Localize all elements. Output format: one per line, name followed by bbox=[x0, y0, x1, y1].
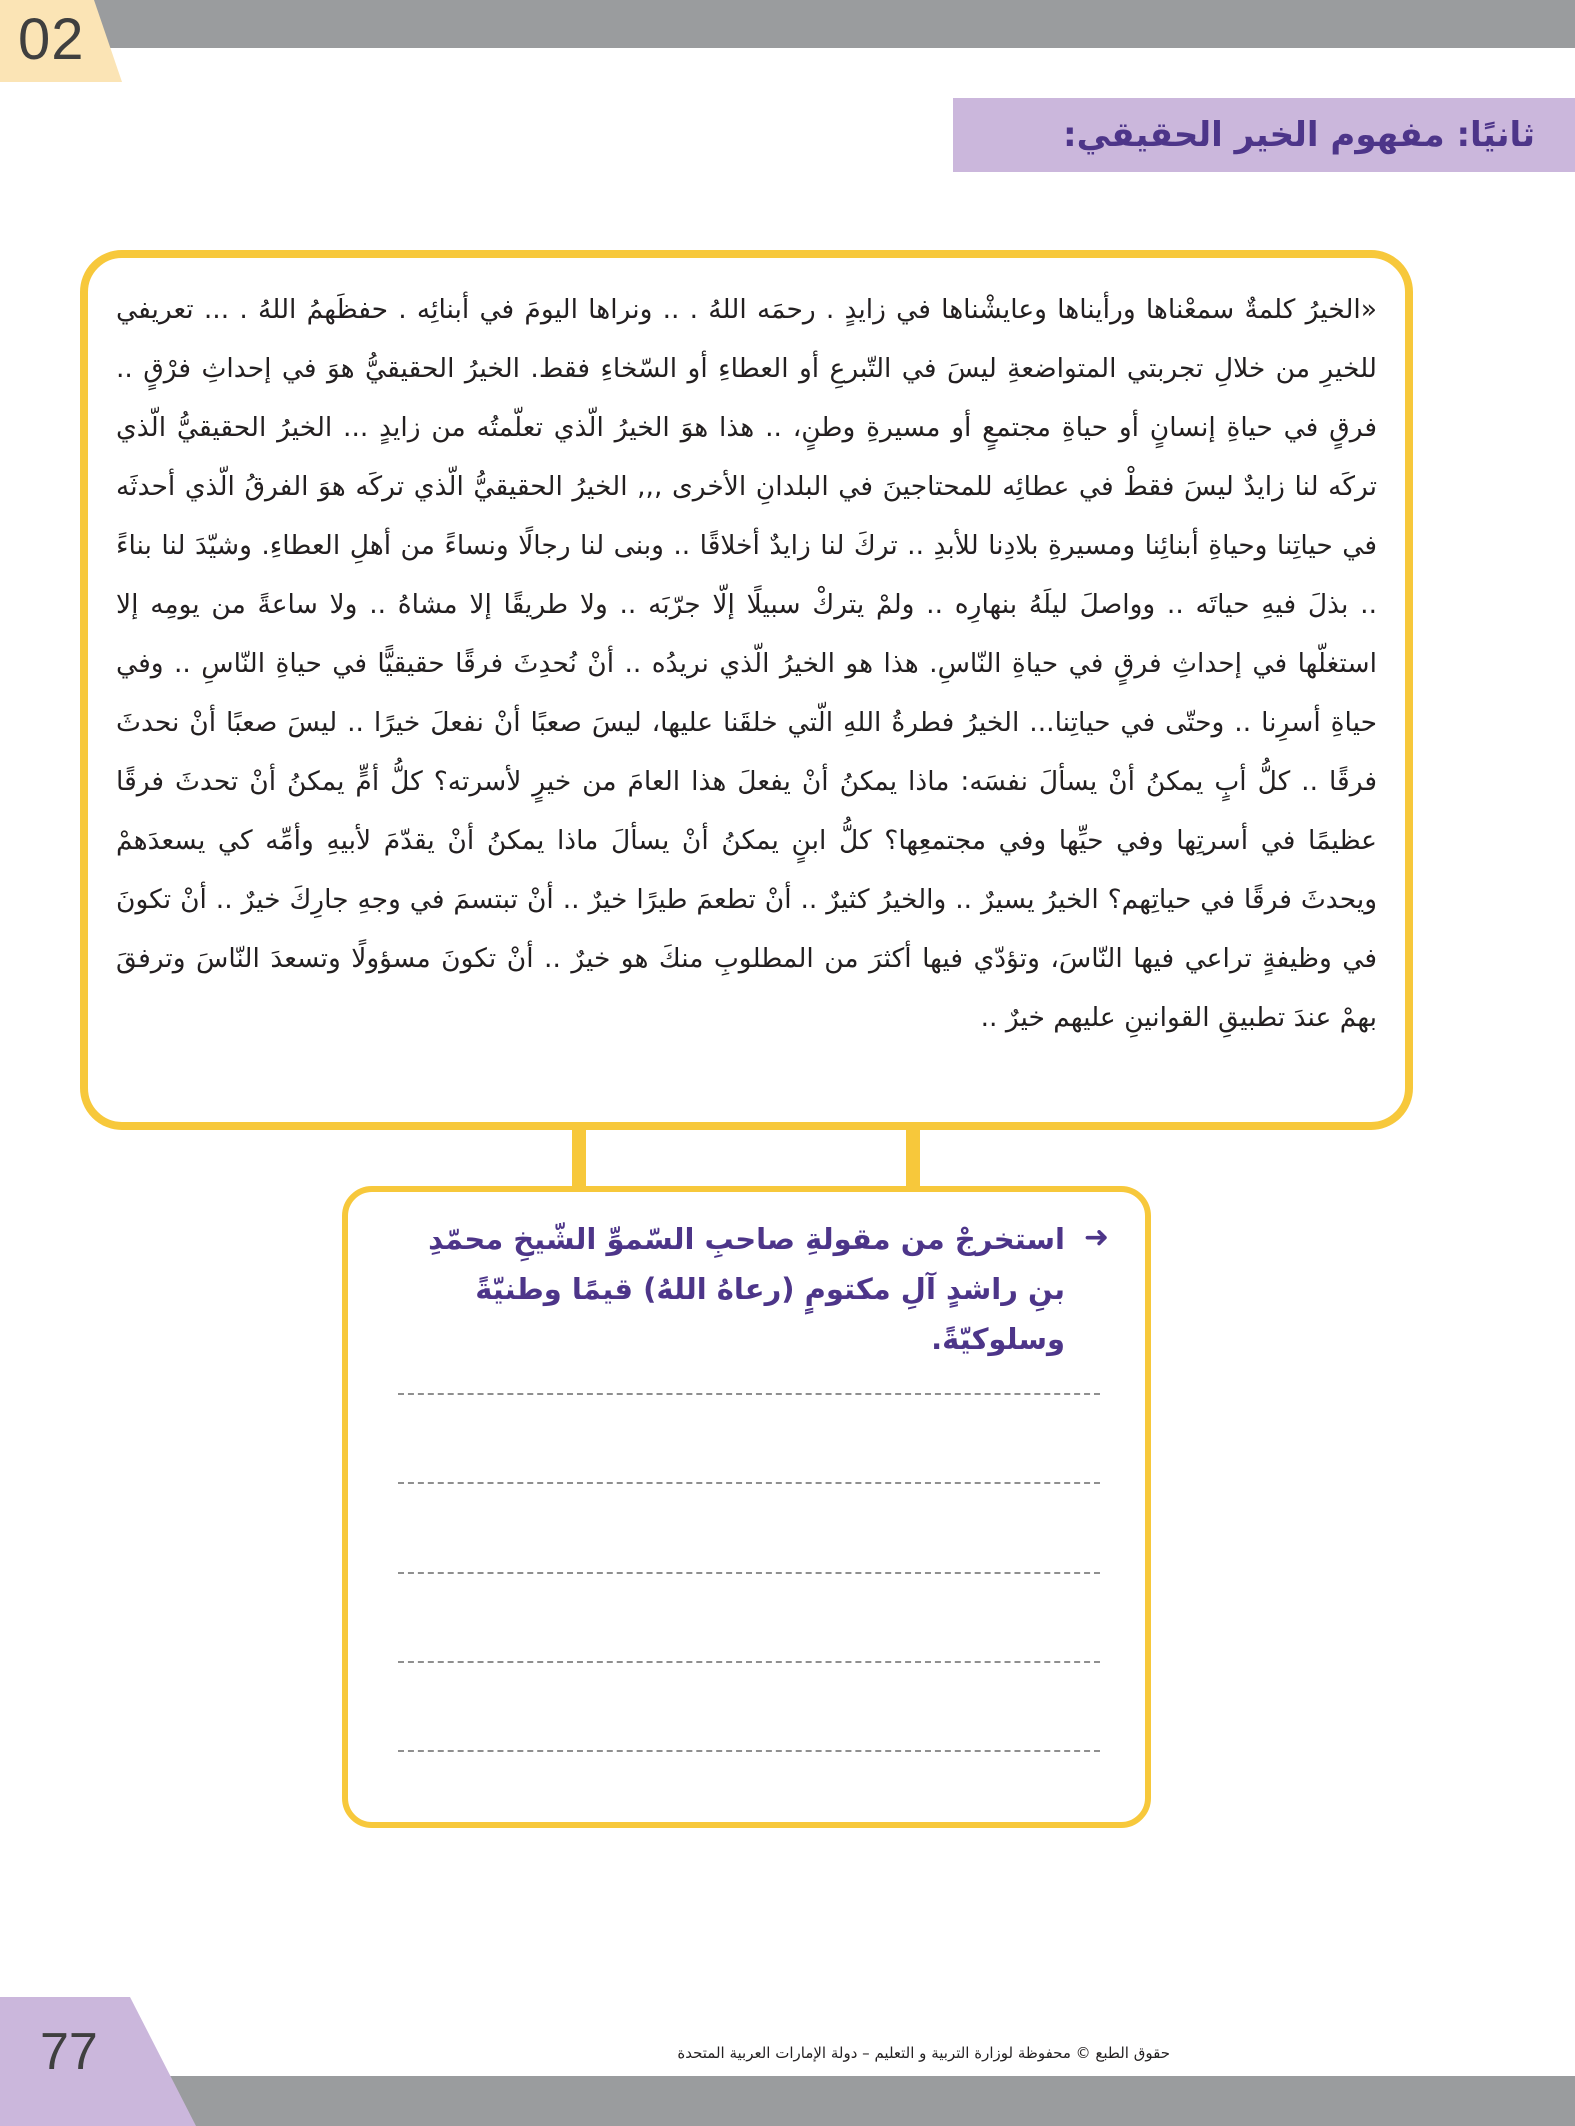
answer-line[interactable] bbox=[398, 1572, 1100, 1574]
answer-line[interactable] bbox=[398, 1750, 1100, 1752]
section-heading-banner bbox=[953, 98, 1575, 172]
answer-line[interactable] bbox=[398, 1661, 1100, 1663]
arrow-bullet-icon: ➜ bbox=[1083, 1220, 1109, 1255]
page-number-tab bbox=[0, 1997, 196, 2126]
copyright-notice: حقوق الطبع © محفوظة لوزارة التربية و التعليم – دولة الإمارات العربية المتحدة bbox=[677, 2044, 1170, 2062]
chapter-number: 02 bbox=[18, 7, 85, 72]
connector-left bbox=[572, 1130, 586, 1188]
answer-line[interactable] bbox=[398, 1393, 1100, 1395]
page-number: 77 bbox=[40, 2023, 98, 2081]
bottom-bar bbox=[0, 2076, 1575, 2126]
answer-line[interactable] bbox=[398, 1482, 1100, 1484]
task-prompt: استخرجْ من مقولةِ صاحبِ السّموِّ الشّيخِ محمّدِ بنِ راشدٍ آلِ مكتومٍ (رعاهُ اللهُ) قيمًا وطنيّةً وسلوكيّةً. bbox=[428, 1222, 1065, 1356]
connector-right bbox=[906, 1130, 920, 1188]
top-bar bbox=[0, 0, 1575, 48]
quote-box bbox=[80, 250, 1413, 1130]
quote-text: «الخيرُ كلمةٌ سمعْناها ورأيناها وعايشْناها في زايدٍ . رحمَه اللهُ . .. ونراها اليومَ في أبنائِه . حفظَهمُ اللهُ . ... تعريفي للخيرِ من خلالِ تجربتي المتواضعةِ ليسَ في التّبرعِ أو العطاءِ أو السّخاءِ فقط. الخيرُ الحقيقيُّ هوَ في إحداثِ فرْقٍ .. فرقٍ في حياةِ إنسانٍ أو حياةِ مجتمعٍ أو مسيرةِ وطنٍ، .. هذا هوَ الخيرُ الّذي تعلّمتُه من زايدٍ ... الخيرُ الحقيقيُّ الّذي تركَه لنا زايدٌ ليسَ فقطْ في عطائِه للمحتاجينَ في البلدانِ الأخرى ,,, الخيرُ الحقيقيُّ الّذي تركَه هوَ الفرقُ الّذي أحدثَه في حياتِنا وحياةِ أبنائِنا ومسيرةِ بلادِنا للأبدِ .. تركَ لنا زايدٌ أخلاقًا .. وبنى لنا رجالًا ونساءً من أهلِ العطاءِ. وشيّدَ لنا بناءً .. بذلَ فيهِ حياتَه .. وواصلَ ليلَهُ بنهارِه .. ولمْ يتركْ سبيلًا إلّا جرّبَه .. ولا طريقًا إلا مشاهُ .. ولا ساعةً من يومِه إلا استغلّها في إحداثِ فرقٍ في حياةِ النّاسِ. هذا هو الخيرُ الّذي نريدُه .. أنْ نُحدِثَ فرقًا حقيقيًّا في حياةِ النّاسِ .. وفي حياةِ أسرِنا .. وحتّى في حياتِنا... الخيرُ فطرةُ اللهِ الّتي خلقَنا عليها، ليسَ صعبًا أنْ نفعلَ خيرًا .. ليسَ صعبًا أنْ نحدثَ فرقًا .. كلُّ أبٍ يمكنُ أنْ يسألَ نفسَه: ماذا يمكنُ أنْ يفعلَ هذا العامَ من خيرٍ لأسرته؟ كلُّ أمٍّ يمكنُ أنْ تحدثَ فرقًا عظيمًا في أسرتِها وفي حيِّها وفي مجتمعِها؟ كلُّ ابنٍ يمكنُ أنْ يسألَ ماذا يمكنُ أنْ يقدّمَ لأبيهِ وأمِّه كي يسعدَهمْ ويحدثَ فرقًا في حياتِهم؟ الخيرُ يسيرٌ .. والخيرُ كثيرٌ .. أنْ تطعمَ طيرًا خيرٌ .. أنْ تبتسمَ في وجهِ جارِكَ خيرٌ .. أنْ تكونَ في وظيفةٍ تراعي فيها النّاسَ، وتؤدّي فيها أكثرَ من المطلوبِ منكَ هو خيرٌ .. أنْ تكونَ مسؤولًا وتسعدَ النّاسَ وترفقَ بهمْ عندَ تطبيقِ القوانينِ عليهم خيرٌ .. bbox=[116, 294, 1377, 1033]
task-box bbox=[342, 1186, 1151, 1828]
section-heading: ثانيًا: مفهوم الخير الحقيقي: bbox=[1063, 115, 1535, 155]
